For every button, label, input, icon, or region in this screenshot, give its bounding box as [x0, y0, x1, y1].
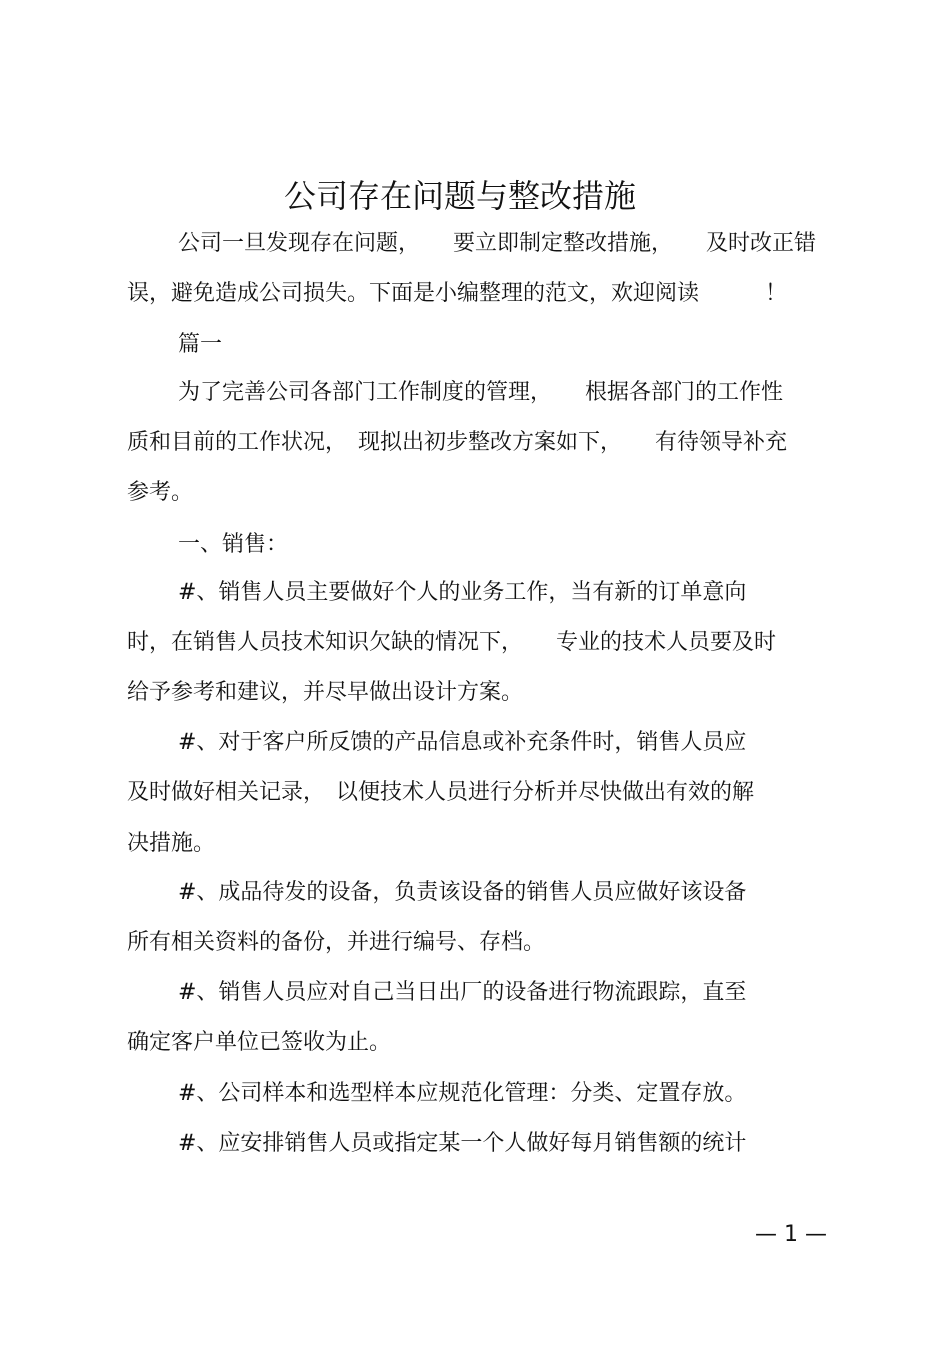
list-item-line: #、对于客户所反馈的产品信息或补充条件时，销售人员应 — [178, 730, 747, 755]
list-item-line: #、应安排销售人员或指定某一个人做好每月销售额的统计 — [178, 1131, 747, 1156]
list-item-line: #、成品待发的设备，负责该设备的销售人员应做好该设备 — [178, 880, 747, 905]
list-item-line: #、销售人员应对自己当日出厂的设备进行物流跟踪，直至 — [178, 980, 747, 1005]
intro-line-1: 公司一旦发现存在问题， 要立即制定整改措施， 及时改正错 — [178, 231, 817, 256]
list-item-line: 确定客户单位已签收为止。 — [127, 1030, 392, 1055]
paragraph-line: 为了完善公司各部门工作制度的管理， 根据各部门的工作性 — [178, 380, 784, 405]
intro-line-2: 误，避免造成公司损失。下面是小编整理的范文，欢迎阅读 ！ — [127, 281, 788, 306]
paragraph-line: 质和目前的工作状况， 现拟出初步整改方案如下， 有待领导补充 — [127, 430, 788, 455]
list-item-line: 给予参考和建议，并尽早做出设计方案。 — [127, 680, 524, 705]
section-heading-sales: 一、销售： — [178, 532, 289, 557]
paragraph-line: 参考。 — [127, 480, 194, 505]
section-heading-part-1: 篇一 — [178, 332, 223, 357]
list-item-line: 决措施。 — [127, 831, 216, 856]
list-item-line: 时，在销售人员技术知识欠缺的情况下， 专业的技术人员要及时 — [127, 630, 777, 655]
list-item-line: #、公司样本和选型样本应规范化管理：分类、定置存放。 — [178, 1081, 747, 1106]
list-item-line: #、销售人员主要做好个人的业务工作，当有新的订单意向 — [178, 580, 747, 605]
document-title: 公司存在问题与整改措施 — [283, 177, 636, 215]
list-item-line: 及时做好相关记录， 以便技术人员进行分析并尽快做出有效的解 — [127, 780, 755, 805]
page-number: — 1 — — [755, 1222, 827, 1247]
list-item-line: 所有相关资料的备份，并进行编号、存档。 — [127, 930, 546, 955]
